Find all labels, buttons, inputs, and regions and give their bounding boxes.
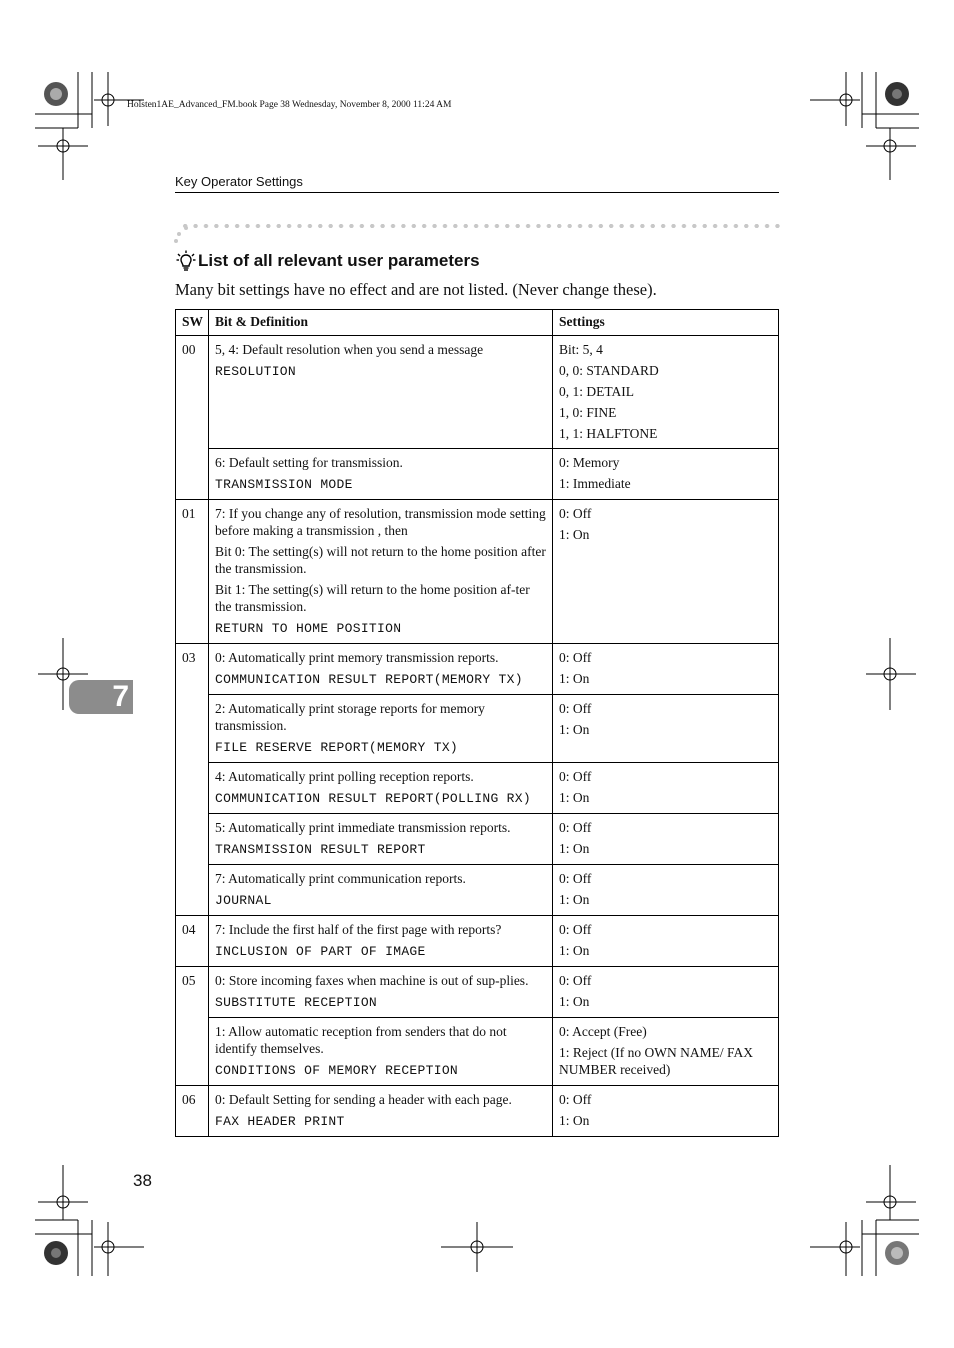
settings-cell — [553, 695, 779, 763]
setting-option: 0: Off — [559, 922, 592, 937]
settings-cell — [553, 814, 779, 865]
parameter-code: COMMUNICATION RESULT REPORT(POLLING RX) — [215, 791, 531, 806]
bit-description: 5: Automatically print immediate transmission reports. — [215, 820, 511, 835]
table-row — [176, 1086, 779, 1137]
settings-cell — [553, 1018, 779, 1086]
setting-option: 0: Off — [559, 506, 592, 521]
sw-cell: 01 — [176, 500, 209, 644]
setting-option: 1: On — [559, 943, 590, 958]
table-row — [176, 916, 779, 967]
bit-description: 7: If you change any of resolution, transmission mode setting before making a transmission , then — [215, 506, 546, 538]
bit-definition-cell — [209, 336, 553, 449]
settings-cell — [553, 644, 779, 695]
parameter-code: FILE RESERVE REPORT(MEMORY TX) — [215, 740, 459, 755]
parameter-code: CONDITIONS OF MEMORY RECEPTION — [215, 1063, 459, 1078]
bit-definition-cell — [209, 865, 553, 916]
column-header-settings: Settings — [553, 310, 779, 336]
chapter-tab: 7 — [69, 680, 133, 714]
bit-description: 5, 4: Default resolution when you send a message — [215, 342, 484, 357]
bit-definition-cell — [209, 1018, 553, 1086]
setting-option: 0: Off — [559, 1092, 592, 1107]
settings-cell — [553, 1086, 779, 1137]
parameter-code: TRANSMISSION MODE — [215, 477, 353, 492]
settings-cell — [553, 763, 779, 814]
bit-definition-cell — [209, 1086, 553, 1137]
setting-option: 0: Off — [559, 820, 592, 835]
setting-option: 1: Reject (If no OWN NAME/ FAX NUMBER received) — [559, 1045, 753, 1077]
bit-description: 7: Include the first half of the first page with reports? — [215, 922, 502, 937]
settings-cell — [553, 967, 779, 1018]
table-row — [176, 967, 779, 1018]
setting-option: 1, 1: HALFTONE — [559, 426, 658, 441]
table-row — [176, 449, 779, 500]
parameter-code: JOURNAL — [215, 893, 272, 908]
sw-cell: 00 — [176, 336, 209, 500]
bit-description: 7: Automatically print communication reports. — [215, 871, 466, 886]
setting-option: 0: Off — [559, 973, 592, 988]
setting-option: 0: Off — [559, 701, 592, 716]
parameter-code: INCLUSION OF PART OF IMAGE — [215, 944, 426, 959]
bit-description: 0: Default Setting for sending a header with each page. — [215, 1092, 512, 1107]
bit-description: Bit 1: The setting(s) will return to the home position af-ter the transmission. — [215, 582, 530, 614]
settings-cell — [553, 916, 779, 967]
setting-option: 1: Immediate — [559, 476, 631, 491]
setting-option: 0: Memory — [559, 455, 620, 470]
bit-definition-cell — [209, 644, 553, 695]
setting-option: 0: Off — [559, 650, 592, 665]
setting-option: 1: On — [559, 671, 590, 686]
dotted-rule — [180, 224, 780, 228]
parameters-table — [175, 309, 779, 1137]
sw-cell: 03 — [176, 644, 209, 916]
bit-description: Bit 0: The setting(s) will not return to the home position after the transmission. — [215, 544, 546, 576]
bit-description: 2: Automatically print storage reports for memory transmission. — [215, 701, 485, 733]
setting-option: 1: On — [559, 527, 590, 542]
bit-definition-cell — [209, 916, 553, 967]
lightbulb-icon — [176, 250, 196, 272]
table-row — [176, 644, 779, 695]
bit-description: 1: Allow automatic reception from senders that do not identify themselves. — [215, 1024, 507, 1056]
table-row — [176, 500, 779, 644]
settings-cell — [553, 500, 779, 644]
table-row — [176, 1018, 779, 1086]
parameter-code: RETURN TO HOME POSITION — [215, 621, 402, 636]
section-title — [176, 250, 480, 272]
parameter-code: COMMUNICATION RESULT REPORT(MEMORY TX) — [215, 672, 523, 687]
setting-option: 1: On — [559, 722, 590, 737]
table-row — [176, 336, 779, 449]
parameter-code: FAX HEADER PRINT — [215, 1114, 345, 1129]
setting-option: 0: Accept (Free) — [559, 1024, 647, 1039]
table-row — [176, 695, 779, 763]
parameter-code: RESOLUTION — [215, 364, 297, 379]
setting-option: 0: Off — [559, 769, 592, 784]
page-number: 38 — [133, 1171, 152, 1190]
header-rule — [175, 192, 779, 193]
setting-option: 1, 0: FINE — [559, 405, 617, 420]
column-header-bit-definition: Bit & Definition — [209, 310, 553, 336]
bit-definition-cell — [209, 763, 553, 814]
setting-option: 0, 0: STANDARD — [559, 363, 659, 378]
table-row — [176, 865, 779, 916]
parameter-code: SUBSTITUTE RECEPTION — [215, 995, 378, 1010]
column-header-sw: SW — [176, 310, 209, 336]
setting-option: 0: Off — [559, 871, 592, 886]
sw-cell: 04 — [176, 916, 209, 967]
sw-cell: 06 — [176, 1086, 209, 1137]
bit-definition-cell — [209, 695, 553, 763]
setting-option: 1: On — [559, 994, 590, 1009]
bit-description: 4: Automatically print polling reception reports. — [215, 769, 474, 784]
setting-option: 0, 1: DETAIL — [559, 384, 635, 399]
parameter-code: TRANSMISSION RESULT REPORT — [215, 842, 426, 857]
settings-cell — [553, 336, 779, 449]
table-header-row — [176, 310, 779, 336]
setting-option: 1: On — [559, 892, 590, 907]
print-info: Holsten1AE_Advanced_FM.book Page 38 Wednesday, November 8, 2000 11:24 AM — [127, 100, 452, 110]
bit-definition-cell — [209, 814, 553, 865]
settings-cell — [553, 449, 779, 500]
settings-cell — [553, 865, 779, 916]
section-title-text: List of all relevant user parameters — [198, 251, 480, 270]
bit-definition-cell — [209, 967, 553, 1018]
setting-option: 1: On — [559, 1113, 590, 1128]
table-row — [176, 763, 779, 814]
bit-description: 0: Store incoming faxes when machine is out of sup-plies. — [215, 973, 529, 988]
intro-text: Many bit settings have no effect and are not listed. (Never change these). — [175, 280, 657, 299]
sw-cell: 05 — [176, 967, 209, 1086]
setting-option: Bit: 5, 4 — [559, 342, 603, 357]
bit-definition-cell — [209, 500, 553, 644]
bit-description: 6: Default setting for transmission. — [215, 455, 403, 470]
table-row — [176, 814, 779, 865]
setting-option: 1: On — [559, 790, 590, 805]
bit-definition-cell — [209, 449, 553, 500]
bit-description: 0: Automatically print memory transmission reports. — [215, 650, 499, 665]
setting-option: 1: On — [559, 841, 590, 856]
running-header: Key Operator Settings — [175, 174, 303, 189]
